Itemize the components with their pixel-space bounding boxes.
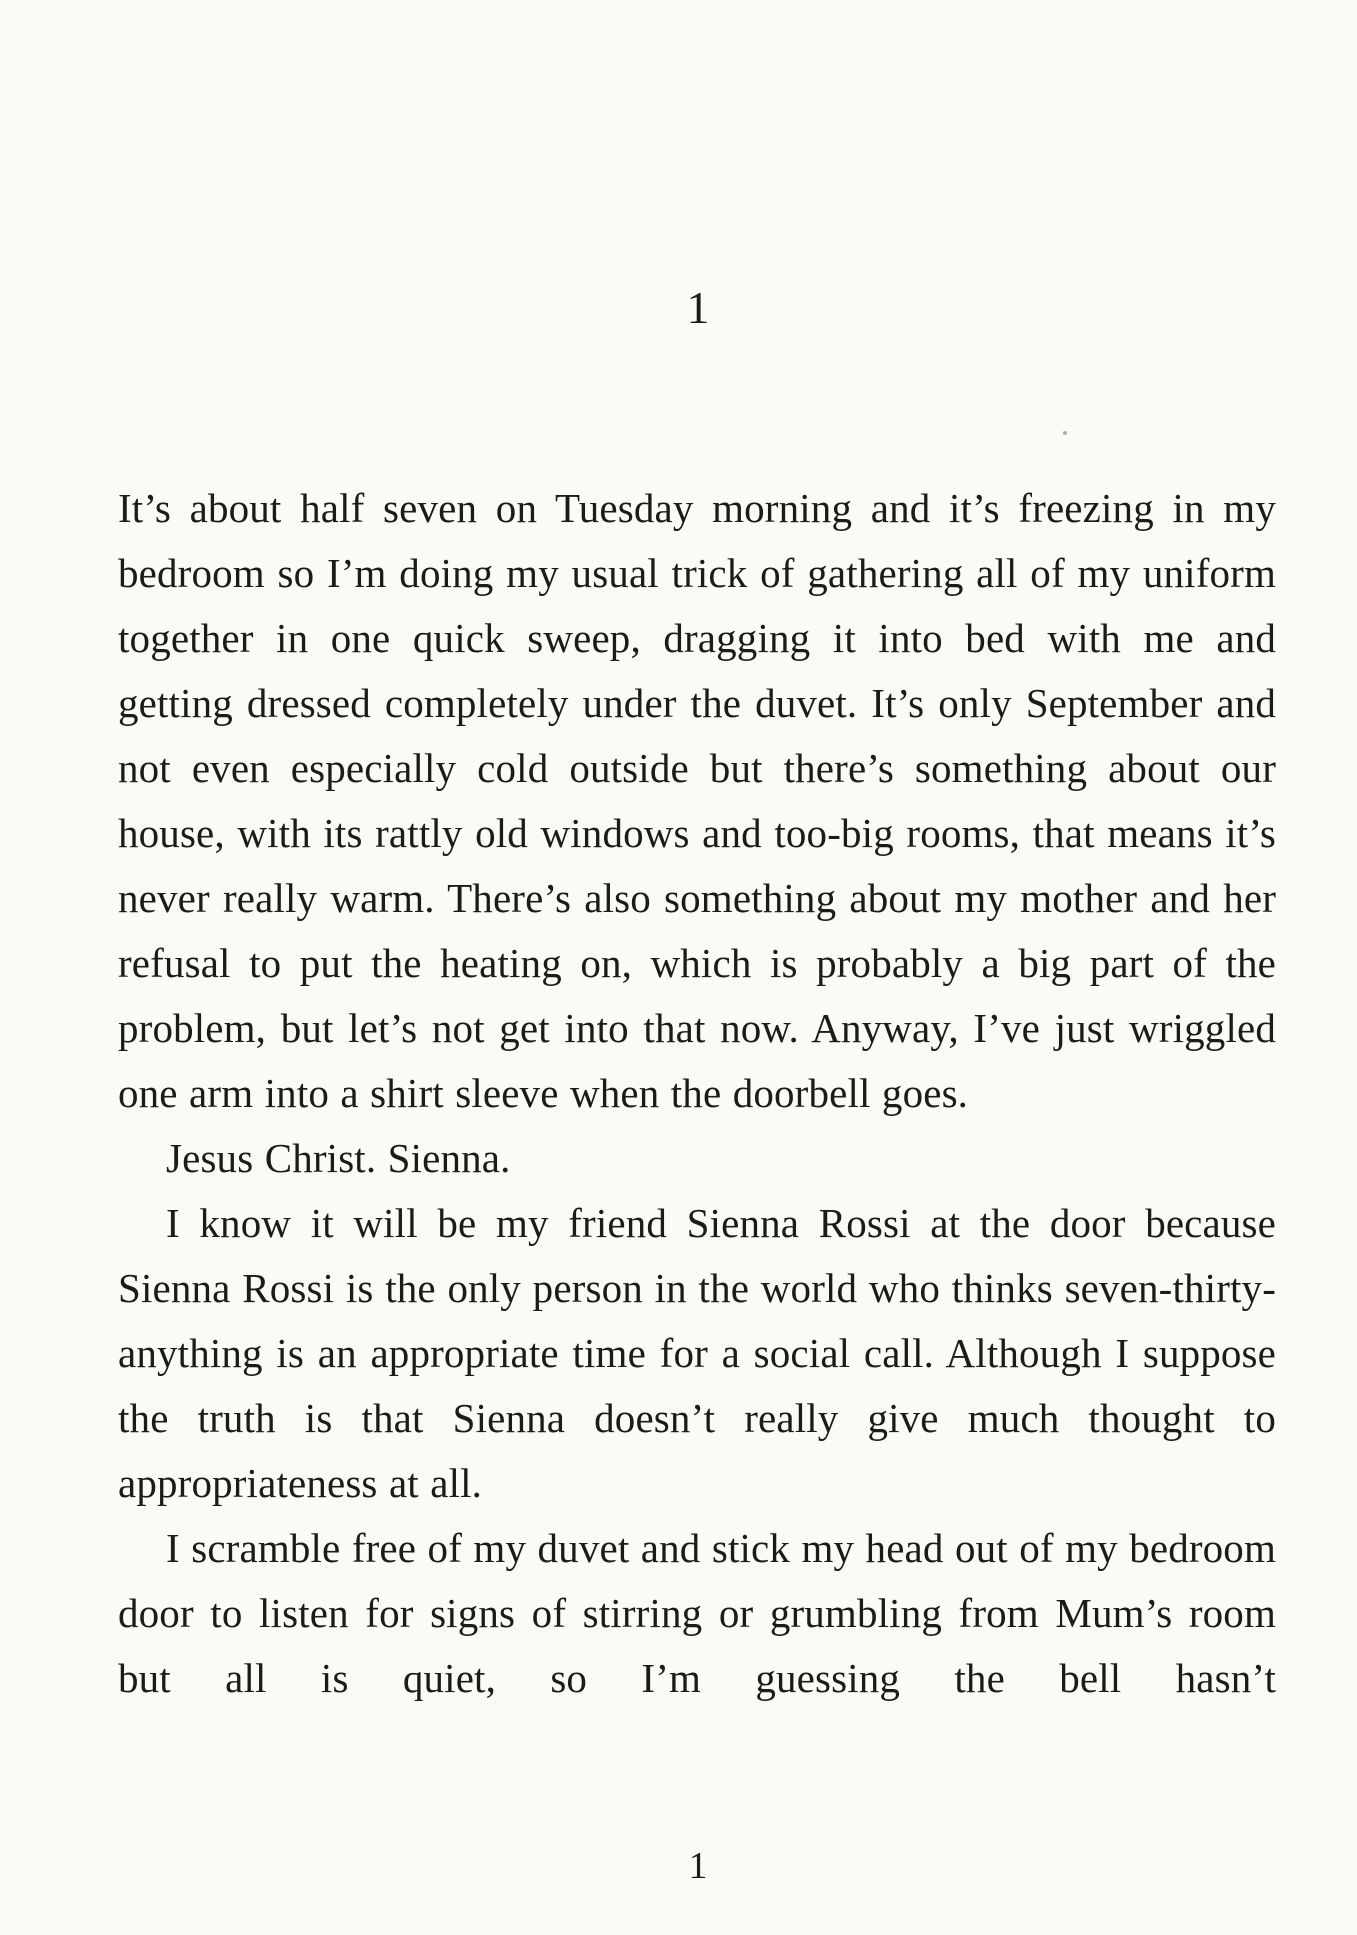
paragraph-4: I scramble free of my duvet and stick my head out of my bedroom door to listen for signs of stirring or grumbling from Mum’s room but all is quiet, so I’m guessing the bell hasn’t bbox=[118, 1525, 1276, 1701]
page-number: 1 bbox=[688, 1845, 708, 1887]
paragraph-2: Jesus Christ. Sienna. bbox=[166, 1135, 511, 1181]
paragraph-1: It’s about half seven on Tuesday morning and it’s freezing in my bedroom so I’m doing my usual trick of gathering all of my uniform together in one quick sweep, dragging it into bed with me and getting dressed completely under the duvet. It’s only September and not even especially cold outside but there’s something about our house, with its rattly old windows and too-big rooms, that means it’s never really warm. There’s also something about my mother and her refusal to put the heating on, which is probably a big part of the problem, but let’s not get into that now. Anyway, I’ve just wriggled one arm into a shirt sleeve when the doorbell goes. bbox=[118, 485, 1276, 1116]
paragraph-3: I know it will be my friend Sienna Rossi at the door because Sienna Rossi is the only person in the world who thinks seven-thirty-anything is an appropriate time for a social call. Although I suppose the truth is that Sienna doesn’t really give much thought to appropriateness at all. bbox=[118, 1200, 1276, 1506]
paper-speck bbox=[1063, 431, 1067, 435]
chapter-number: 1 bbox=[686, 282, 710, 333]
body-text bbox=[118, 476, 1276, 1711]
